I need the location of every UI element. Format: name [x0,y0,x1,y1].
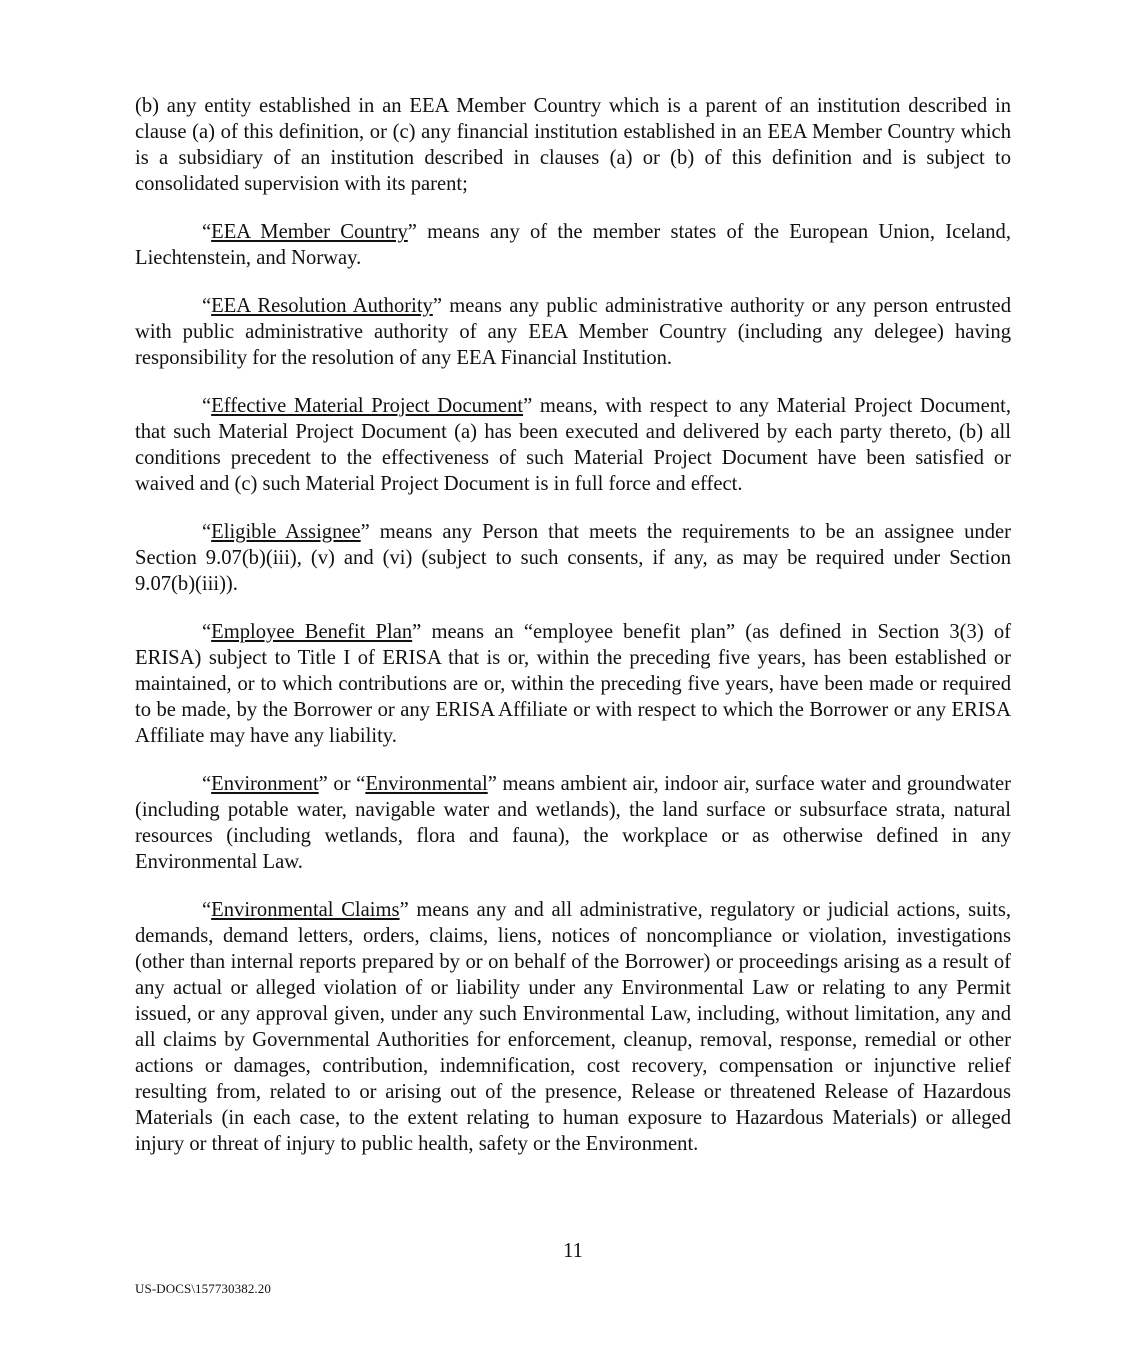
defined-term: Effective Material Project Document [211,395,524,417]
defined-term: Employee Benefit Plan [211,621,413,643]
definition-eea-resolution-authority [135,293,1011,371]
definition-effective-material-project-document [135,393,1011,497]
paragraph-continuation: (b) any entity established in an EEA Member Country which is a parent of an institution described in clause (a) of this definition, or (c) any financial institution established in an EEA Member Country which is a subsidiary of an institution described in clauses (a) or (b) of this definition and is subject to consolidated supervision with its parent; [135,95,1011,195]
defined-term: Environment [211,773,319,795]
open-quote: “ [202,621,212,643]
definition-employee-benefit-plan [135,619,1011,749]
definition-text: ” means an “employee benefit plan” (as defined in Section 3(3) of ERISA) subject to Title I of ERISA that is or, within the preceding five years, has been established or maintained, or to which contributions are or, within the preceding five years, have been made or required to be made, by the Borrower or any ERISA Affiliate or with respect to which the Borrower or any ERISA Affiliate may have any liability. [135,621,1012,747]
definition-environmental-claims [135,897,1011,1157]
definition-text: ” means any of the member states of the European Union, Iceland, Liechtenstein, and Norway. [135,221,1011,269]
open-quote: “ [202,221,212,243]
definition-text: ” means any Person that meets the requirements to be an assignee under Section 9.07(b)(iii), (v) and (vi) (subject to such consents, if any, as may be required under Section 9.07(b)(iii)). [135,521,1011,595]
definition-eligible-assignee [135,519,1011,597]
defined-term: Environmental Claims [211,899,400,921]
definition-text: ” means any public administrative authority or any person entrusted with public administrative authority of any EEA Member Country (including any delegee) having responsibility for the resolution of any EEA Financial Institution. [135,295,1011,369]
definition-text: ” means, with respect to any Material Project Document, that such Material Project Document (a) has been executed and delivered by each party thereto, (b) all conditions precedent to the effectiveness of such Material Project Document have been satisfied or waived and (c) such Material Project Document is in full force and effect. [135,395,1011,495]
definition-environment [135,771,1011,875]
page-number: 11 [563,1240,583,1262]
definition-text: ” means any and all administrative, regulatory or judicial actions, suits, demands, demand letters, orders, claims, liens, notices of noncompliance or violation, investigations (other than internal reports prepared by or on behalf of the Borrower) or proceedings arising as a result of any actual or alleged violation of or liability under any Environmental Law or relating to any Permit issued, or any approval given, under any such Environmental Law, including, without limitation, any and all claims by Governmental Authorities for enforcement, cleanup, removal, response, remedial or other actions or damages, contribution, indemnification, cost recovery, compensation or injunctive relief resulting from, related to or arising out of the presence, Release or threatened Release of Hazardous Materials (in each case, to the extent relating to human exposure to Hazardous Materials) or alleged injury or threat of injury to public health, safety or the Environment. [135,899,1011,1155]
defined-term: Eligible Assignee [211,521,361,543]
open-quote: “ [202,773,212,795]
open-quote: “ [202,395,212,417]
open-quote: “ [202,295,212,317]
defined-term-alt: Environmental [365,773,488,795]
defined-term: EEA Member Country [211,221,408,243]
definition-eea-member-country [135,219,1011,271]
term-separator: ” or “ [318,773,366,795]
open-quote: “ [202,899,212,921]
document-id-footer: US-DOCS\157730382.20 [135,1281,271,1296]
document-body [135,93,1011,1179]
definition-text: ” means ambient air, indoor air, surface water and groundwater (including potable water, navigable water and wetlands), the land surface or subsurface strata, natural resources (including wetlands, flora and fauna), the workplace or as otherwise defined in any Environmental Law. [135,773,1011,873]
open-quote: “ [202,521,212,543]
defined-term: EEA Resolution Authority [211,295,433,317]
